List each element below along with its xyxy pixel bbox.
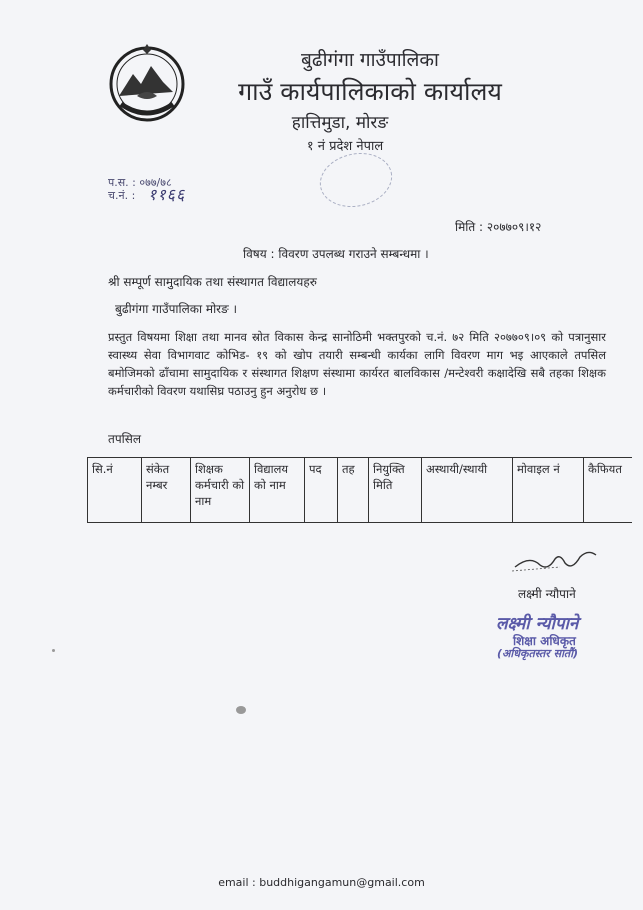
- details-table: [87, 457, 632, 523]
- col-appointment-date: नियुक्ति मिति: [369, 458, 422, 523]
- recipient-line-2: बुढीगंगा गाउँपालिका मोरङ ।: [115, 302, 238, 316]
- col-remarks: कैफियत: [584, 458, 633, 523]
- municipality-name: बुढीगंगा गाउँपालिका: [301, 49, 439, 71]
- dispatch-number-handwritten: ११६६: [148, 185, 186, 204]
- col-serial: सि.नं: [88, 458, 142, 523]
- dispatch-number-label: च.नं. :: [108, 189, 136, 202]
- province-line: १ नं प्रदेश नेपाल: [306, 139, 384, 154]
- col-mobile-number: मोवाइल नं: [513, 458, 584, 523]
- letter-subject: विषय : विवरण उपलब्ध गराउने सम्बन्धमा ।: [243, 247, 429, 261]
- signatory-stamp-level: (अधिकृतस्तर सातौं): [497, 647, 579, 660]
- handwritten-signature: [510, 545, 600, 575]
- letter-body: प्रस्तुत विषयमा शिक्षा तथा मानव स्रोत विकास केन्द्र सानोठिमी भक्तपुरको च.नं. ७२ मिति २०७७०९।०९ को पत्रानुसार स्वास्थ्य सेवा विभागवाट कोभिड- १९ को खोप तयारी सम्बन्धी कार्यका लागि विवरण माग भइ आएकाले तपसिल बमोजिमको ढाँचामा सामुदायिक र संस्थागत शिक्षण संस्थामा कार्यरत बालविकास /मन्टेश्वरी कक्षादेखि सबै तहका शिक्षक कर्मचारीको विवरण यथासिघ्र पठाउनु हुन अनुरोध छ ।: [108, 330, 606, 398]
- col-code-number: संकेत नम्बर: [142, 458, 191, 523]
- ink-speck: [52, 649, 55, 652]
- signatory-stamp-name: लक्ष्मी न्यौपाने: [496, 614, 579, 634]
- table-header-row: [88, 458, 633, 523]
- col-temporary-permanent: अस्थायी/स्थायी: [422, 458, 513, 523]
- office-title: गाउँ कार्यपालिकाको कार्यालय: [238, 77, 502, 106]
- ink-smudge: [236, 706, 246, 714]
- office-location: हात्तिमुडा, मोरङ: [291, 113, 389, 133]
- signatory-name: लक्ष्मी न्यौपाने: [518, 587, 576, 601]
- col-school-name: विद्यालय को नाम: [250, 458, 305, 523]
- signatory-stamp-title: शिक्षा अधिकृत: [513, 634, 576, 648]
- schedule-label: तपसिल: [108, 432, 142, 446]
- nepal-emblem-logo: [107, 44, 187, 124]
- reference-number: प.स. : ०७७/७८: [108, 176, 172, 189]
- col-level: तह: [338, 458, 369, 523]
- col-post: पद: [305, 458, 338, 523]
- letter-date: मिति : २०७७०९।१२: [455, 220, 542, 234]
- footer-email: email : buddhigangamun@gmail.com: [218, 876, 425, 889]
- col-staff-name: शिक्षक कर्मचारी को नाम: [191, 458, 250, 523]
- recipient-line-1: श्री सम्पूर्ण सामुदायिक तथा संस्थागत विद्यालयहरु: [108, 275, 317, 289]
